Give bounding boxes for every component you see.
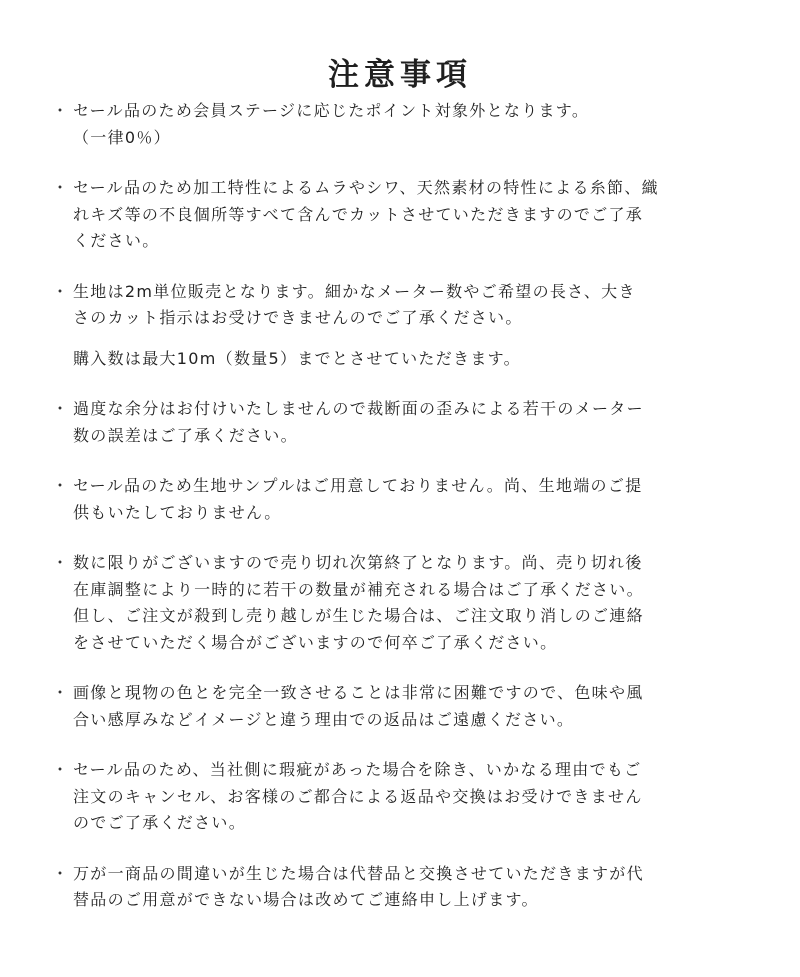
bullet-marker: ・ <box>52 863 69 883</box>
bullet-marker: ・ <box>52 553 69 572</box>
notice-item-purchase-limit <box>52 346 742 373</box>
notice-text: 万が一商品の間違いが生じた場合は代替品と交換させていただきますが代 替品のご用意ができない場合は改めてご連絡申し上げます。 <box>73 863 644 909</box>
bullet-marker: ・ <box>52 399 69 418</box>
notice-item-stock <box>52 550 742 656</box>
bullet-marker: ・ <box>52 476 69 495</box>
notice-list <box>52 98 742 938</box>
bullet-marker: ・ <box>52 683 69 702</box>
page-title: 注意事項 <box>328 56 472 93</box>
notice-item-margin <box>52 396 742 449</box>
notice-text: セール品のため生地サンプルはご用意しておりません。尚、生地端のご提 供もいたしておりません。 <box>73 476 643 522</box>
notice-text: セール品のため加工特性によるムラやシワ、天然素材の特性による糸節、織 れキズ等の不良個所等すべて含んでカットさせていただきますのでご了承 ください。 <box>73 178 659 250</box>
notice-item-points <box>52 98 742 151</box>
notice-text: 数に限りがございますので売り切れ次第終了となります。尚、売り切れ後 在庫調整により一時的に若干の数量が補充される場合はご了承ください。 但し、ご注文が殺到し売り越しが生じた場合は、ご注文取り消しのご連絡 をさせていただく場合がございますので何卒ご了承ください。 <box>73 553 644 652</box>
notice-item-samples <box>52 473 742 526</box>
notice-item-unit-sales <box>52 279 742 332</box>
bullet-marker: ・ <box>52 101 69 120</box>
notice-text: セール品のため、当社側に瑕疵があった場合を除き、いかなる理由でもご 注文のキャンセル、お客様のご都合による返品や交換はお受けできません のでご了承ください。 <box>73 760 643 832</box>
notice-text: 過度な余分はお付けいたしませんので裁断面の歪みによる若干のメーター 数の誤差はご了承ください。 <box>73 399 644 445</box>
notice-item-cancellation <box>52 757 742 837</box>
bullet-marker: ・ <box>52 760 69 779</box>
notice-text: 生地は2m単位販売となります。細かなメーター数やご希望の長さ、大き さのカット指示はお受けできませんのでご了承ください。 <box>73 281 636 327</box>
notice-text: 購入数は最大10m（数量5）までとさせていただきます。 <box>73 348 521 368</box>
notice-item-substitute <box>52 861 742 914</box>
notice-item-processing <box>52 175 742 255</box>
notice-text: セール品のため会員ステージに応じたポイント対象外となります。 （一律0％） <box>73 101 590 147</box>
bullet-marker: ・ <box>52 178 69 197</box>
bullet-marker: ・ <box>52 281 69 301</box>
notice-text: 画像と現物の色とを完全一致させることは非常に困難ですので、色味や風 合い感厚みなどイメージと違う理由での返品はご遠慮ください。 <box>73 683 644 729</box>
notice-item-color <box>52 680 742 733</box>
